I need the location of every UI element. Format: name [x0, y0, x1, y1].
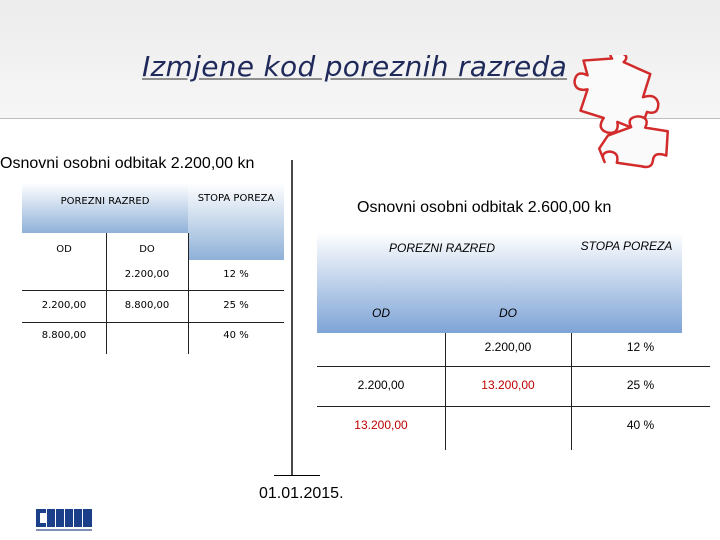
timeline-marker: [274, 475, 320, 476]
new-table-od-label: OD: [372, 306, 390, 320]
new-table-bracket-label: POREZNI RAZRED: [388, 241, 495, 255]
left-caption: Osnovni osobni odbitak 2.200,00 kn: [0, 155, 255, 172]
new-table-rate-label: STOPA POREZA: [580, 239, 673, 253]
new-table-row1-rate: 12 %: [626, 340, 655, 354]
timeline-date: 01.01.2015.: [259, 485, 344, 502]
old-table-do-label: DO: [139, 244, 155, 255]
new-table-row1-do: 2.200,00: [484, 340, 532, 354]
old-table-row3-od: 8.800,00: [41, 330, 87, 341]
new-table-divider: [445, 333, 446, 450]
new-table-row-divider: [317, 406, 710, 407]
old-table-row1-rate: 12 %: [223, 269, 249, 280]
old-table-rate-label: STOPA POREZA: [197, 193, 275, 204]
old-table-row2-rate: 25 %: [223, 300, 249, 311]
slide-title: Izmjene kod poreznih razreda: [142, 50, 568, 83]
new-table-row2-rate: 25 %: [626, 378, 655, 392]
old-table-row3-rate: 40 %: [223, 330, 249, 341]
new-table-divider: [571, 333, 572, 450]
new-table-row2-do: 13.200,00: [481, 378, 535, 392]
new-table-do-label: DO: [499, 306, 517, 320]
old-table-row-divider: [22, 322, 284, 323]
new-table-row2-od: 2.200,00: [357, 378, 405, 392]
old-table-divider: [188, 233, 189, 354]
old-table-row2-od: 2.200,00: [41, 300, 87, 311]
new-table-row3-od: 13.200,00: [354, 418, 408, 432]
right-caption: Osnovni osobni odbitak 2.600,00 kn: [357, 199, 612, 216]
old-table-row-divider: [22, 290, 284, 291]
puzzle-piece-icon: [563, 55, 683, 170]
enel-logo: [34, 505, 94, 535]
old-table-row2-do: 8.800,00: [124, 300, 170, 311]
timeline-divider: [291, 160, 293, 475]
new-table-row-divider: [317, 366, 710, 367]
old-table-od-label: OD: [56, 244, 72, 255]
old-table-bracket-label: POREZNI RAZRED: [60, 196, 150, 207]
old-table-row1-do: 2.200,00: [124, 269, 170, 280]
old-table-divider: [106, 233, 107, 354]
new-table-row3-rate: 40 %: [626, 418, 655, 432]
